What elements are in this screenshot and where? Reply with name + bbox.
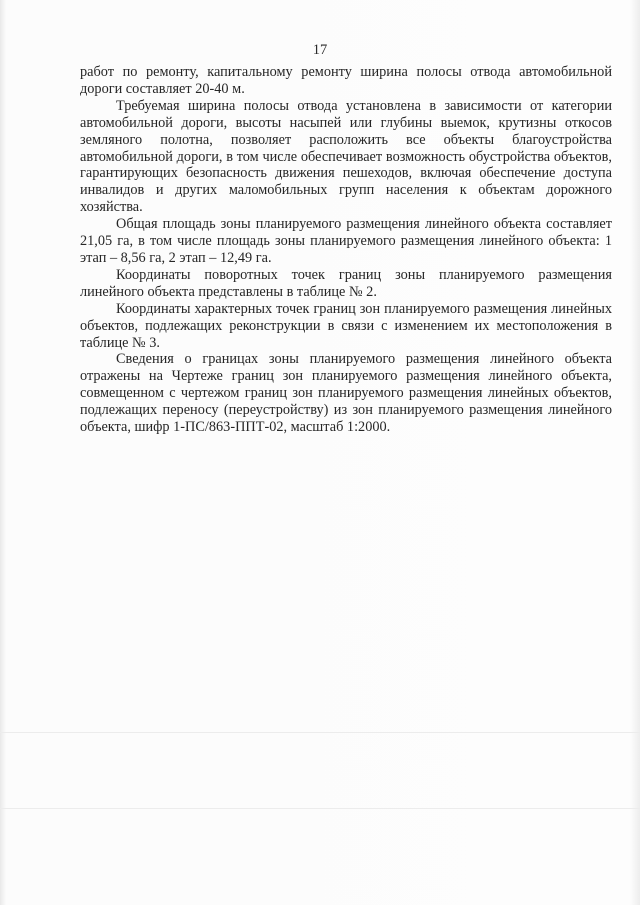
paragraph-5: Координаты характерных точек границ зон планируемого размещения линейных объектов, подлежащих реконструкции в связи с изменением их местоположения в таблице № 3.: [80, 300, 612, 351]
paragraph-6: Сведения о границах зоны планируемого размещения линейного объекта отражены на Чертеже границ зон планируемого размещения линейного объекта, совмещенном с чертежом границ зон планируемого размещения линейных объектов, подлежащих переносу (переустройству) из зон планируемого размещения линейного объекта, шифр 1-ПС/863-ППТ-02, масштаб 1:2000.: [80, 351, 612, 436]
document-body: [80, 64, 612, 436]
paragraph-4: Координаты поворотных точек границ зоны планируемого размещения линейного объекта представлены в таблице № 2.: [80, 266, 612, 300]
paragraph-2: Требуемая ширина полосы отвода установлена в зависимости от категории автомобильной дороги, высоты насыпей или глубины выемок, крутизны откосов земляного полотна, позволяет расположить все объекты благоустройства автомобильной дороги, в том числе обеспечивает возможность обустройства объектов, гарантирующих безопасность движения пешеходов, включая обеспечение доступа инвалидов и других маломобильных групп населения к объектам дорожного хозяйства.: [80, 97, 612, 216]
scan-artifact-line: [0, 808, 640, 809]
scan-artifact-line: [0, 732, 640, 733]
paragraph-1: работ по ремонту, капитальному ремонту ширина полосы отвода автомобильной дороги составляет 20-40 м.: [80, 64, 612, 97]
page-number: 17: [312, 42, 328, 58]
paragraph-3: Общая площадь зоны планируемого размещения линейного объекта составляет 21,05 га, в том числе площадь зоны планируемого размещения линейного объекта: 1 этап – 8,56 га, 2 этап – 12,49 га.: [80, 216, 612, 266]
